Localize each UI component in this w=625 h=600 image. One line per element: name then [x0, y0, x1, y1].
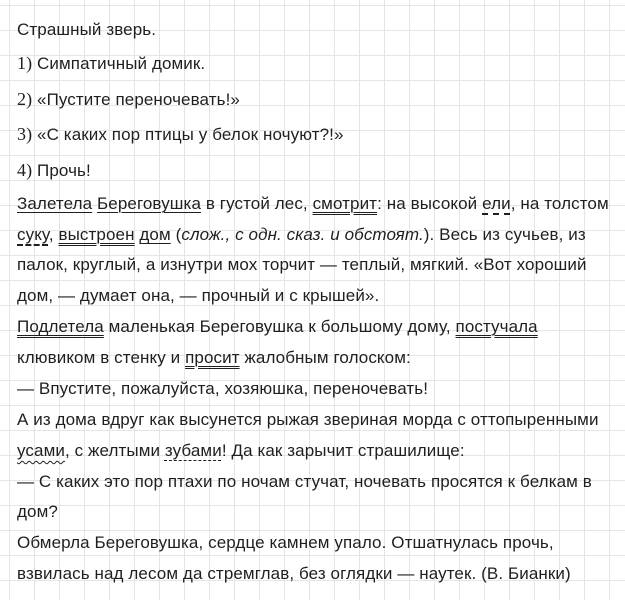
- answer-number: 2): [17, 89, 33, 109]
- text-segment: ! Да как зарычит страшилище:: [221, 441, 465, 460]
- grammar-note: слож., с одн. сказ. и обстоят.: [181, 225, 424, 244]
- subject-word: Залетела: [17, 194, 93, 213]
- paragraph-line: [17, 315, 538, 339]
- text-segment: в густой лес,: [201, 194, 313, 213]
- text-segment: маленькая Береговушка к большому дому,: [103, 317, 456, 336]
- paragraph-line: [17, 346, 411, 370]
- paragraph-line: — С каких это пор птахи по ночам стучат, ночевать просятся к белкам в: [17, 472, 592, 491]
- predicate-word: смотрит: [312, 194, 378, 213]
- answer-number: 3): [17, 124, 33, 144]
- answer-1: [17, 51, 205, 76]
- text-segment: , на толстом: [510, 194, 609, 213]
- paragraph-line: [17, 439, 465, 463]
- paragraph-line: палок, круглый, а изнутри мох торчит — теплый, мягкий. «Вот хороший: [17, 255, 587, 274]
- text-segment: жалобным голоском:: [239, 348, 411, 367]
- paragraph-line: дом?: [17, 502, 58, 521]
- subject-word: дом: [139, 225, 171, 244]
- paragraph-line: А из дома вдруг как высунется рыжая звериная морда с оттопыренными: [17, 410, 599, 429]
- answer-text: «Пустите переночевать!»: [32, 90, 240, 109]
- paragraph-line: взвилась над лесом да стремглав, без оглядки — наутек. (В. Бианки): [17, 564, 571, 583]
- answer-4: [17, 158, 91, 183]
- text-segment: , с желтыми: [64, 441, 165, 460]
- text-segment: : на высокой: [377, 194, 483, 213]
- paragraph-line: [17, 223, 586, 247]
- predicate-word: постучала: [455, 317, 538, 336]
- answer-number: 4): [17, 160, 33, 180]
- text-segment: ). Весь из сучьев, из: [423, 225, 586, 244]
- answer-text: Симпатичный домик.: [32, 54, 206, 73]
- answer-text: «С каких пор птицы у белок ночуют?!»: [32, 125, 344, 144]
- adverbial-word: ели: [482, 194, 511, 213]
- text-segment: (: [170, 225, 182, 244]
- text-segment: ,: [48, 225, 59, 244]
- attribute-word: усами: [17, 441, 65, 460]
- doc-title: Страшный зверь.: [17, 20, 157, 39]
- predicate-word: выстроен: [58, 225, 135, 244]
- subject-word: Береговушка: [97, 194, 201, 213]
- paragraph-line: дом, — думает она, — прочный и с крышей».: [17, 286, 380, 305]
- answer-2: [17, 87, 240, 112]
- text-segment: клювиком в стенку и: [17, 348, 186, 367]
- predicate-word: просит: [185, 348, 240, 367]
- paragraph-line: — Впустите, пожалуйста, хозяюшка, переночевать!: [17, 379, 429, 398]
- adverbial-word: суку: [17, 225, 49, 244]
- object-word: зубами: [164, 441, 222, 460]
- answer-number: 1): [17, 53, 33, 73]
- predicate-word: Подлетела: [17, 317, 104, 336]
- answer-text: Прочь!: [32, 161, 91, 180]
- paragraph-line: Обмерла Береговушка, сердце камнем упало. Отшатнулась прочь,: [17, 533, 554, 552]
- answer-3: [17, 122, 344, 147]
- paragraph-line: [17, 192, 609, 216]
